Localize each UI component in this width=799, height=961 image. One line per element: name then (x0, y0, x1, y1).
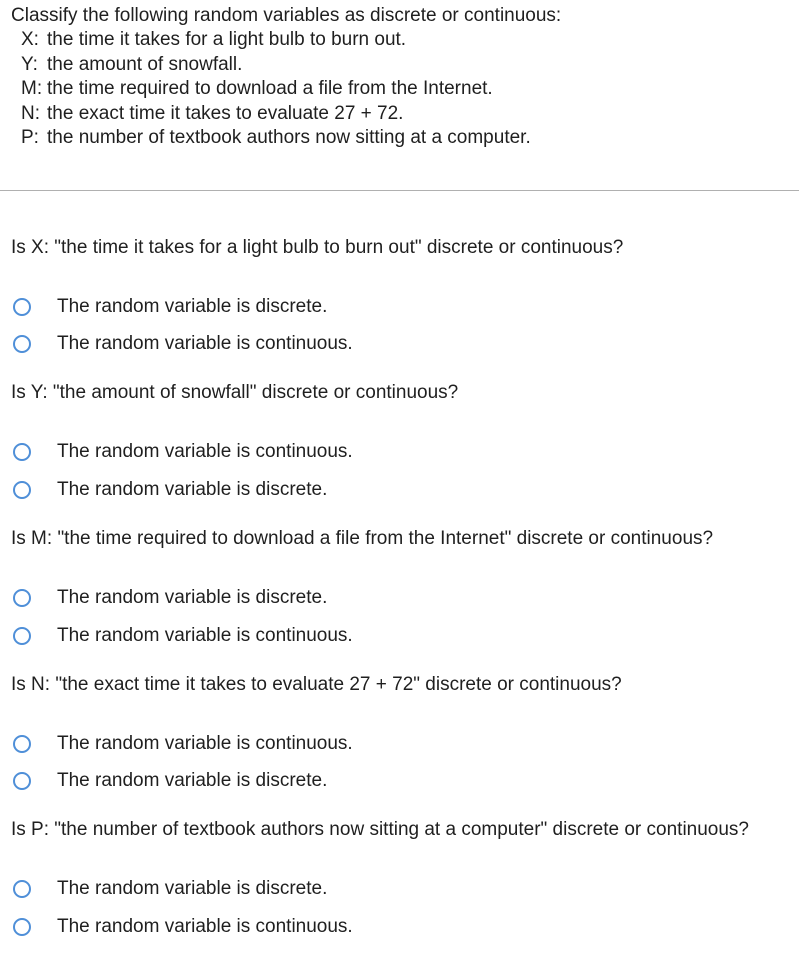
variable-description: the amount of snowfall. (47, 53, 243, 75)
question-p (11, 819, 796, 937)
option-label: The random variable is discrete. (57, 878, 328, 899)
option-label: The random variable is discrete. (57, 296, 328, 317)
option-label: The random variable is discrete. (57, 587, 328, 608)
variable-description: the time required to download a file from the Internet. (47, 78, 493, 100)
option-discrete[interactable] (11, 877, 327, 901)
option-discrete[interactable] (11, 478, 327, 502)
variable-item-y (11, 53, 791, 78)
question-text: Is X: "the time it takes for a light bulb to burn out" discrete or continuous? (11, 237, 624, 258)
radio-button-icon[interactable] (13, 298, 31, 316)
variable-item-n (11, 102, 791, 127)
problem-statement (11, 4, 791, 151)
option-label: The random variable is continuous. (57, 916, 353, 937)
variable-item-m (11, 77, 791, 102)
option-label: The random variable is discrete. (57, 770, 328, 791)
option-discrete[interactable] (11, 586, 327, 610)
option-label: The random variable is continuous. (57, 333, 353, 354)
option-label: The random variable is continuous. (57, 441, 353, 462)
variable-letter: X: (21, 29, 39, 50)
question-n (11, 674, 796, 791)
radio-button-icon[interactable] (13, 443, 31, 461)
variable-letter: N: (21, 102, 40, 124)
variable-item-x (11, 28, 791, 53)
option-label: The random variable is continuous. (57, 733, 353, 754)
radio-button-icon[interactable] (13, 589, 31, 607)
radio-button-icon[interactable] (13, 918, 31, 936)
section-divider (0, 190, 799, 191)
radio-button-icon[interactable] (13, 772, 31, 790)
option-label: The random variable is discrete. (57, 479, 328, 500)
variable-letter: P: (21, 127, 39, 149)
option-continuous[interactable] (11, 732, 353, 756)
variable-description: the exact time it takes to evaluate 27 + 72. (47, 102, 404, 124)
question-text: Is M: "the time required to download a file from the Internet" discrete or continuous? (11, 528, 714, 549)
radio-button-icon[interactable] (13, 735, 31, 753)
option-continuous[interactable] (11, 915, 353, 939)
variable-item-p (11, 126, 791, 151)
question-text: Is Y: "the amount of snowfall" discrete or continuous? (11, 382, 459, 403)
option-continuous[interactable] (11, 332, 353, 356)
variable-letter: Y: (21, 53, 38, 75)
problem-title: Classify the following random variables as discrete or continuous: (11, 5, 562, 26)
radio-button-icon[interactable] (13, 335, 31, 353)
option-label: The random variable is continuous. (57, 625, 353, 646)
variable-letter: M: (21, 78, 43, 100)
variable-description: the time it takes for a light bulb to burn out. (47, 29, 407, 50)
radio-button-icon[interactable] (13, 880, 31, 898)
question-m (11, 528, 796, 646)
option-continuous[interactable] (11, 624, 353, 648)
radio-button-icon[interactable] (13, 481, 31, 499)
question-text: Is N: "the exact time it takes to evaluate 27 + 72" discrete or continuous? (11, 674, 622, 695)
question-y (11, 382, 796, 500)
question-x (11, 237, 796, 354)
option-continuous[interactable] (11, 440, 353, 464)
option-discrete[interactable] (11, 769, 327, 793)
option-discrete[interactable] (11, 295, 327, 319)
variable-description: the number of textbook authors now sitting at a computer. (47, 127, 531, 149)
radio-button-icon[interactable] (13, 627, 31, 645)
question-text: Is P: "the number of textbook authors now sitting at a computer" discrete or continuous? (11, 819, 749, 840)
